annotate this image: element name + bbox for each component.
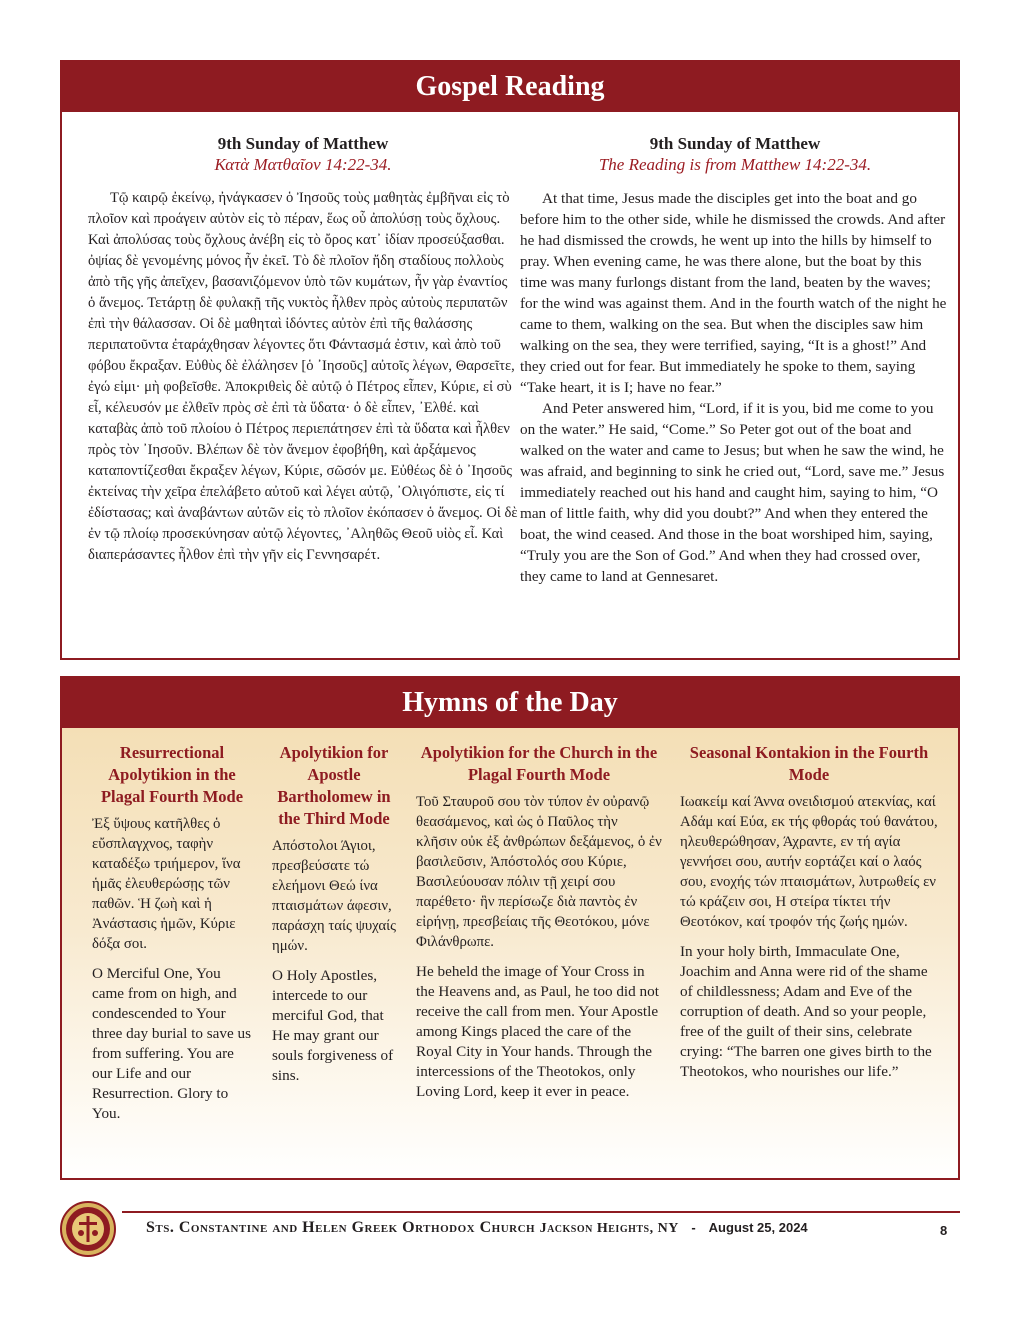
hymn-greek-text: Ἐξ ὕψους κατῆλθες ὁ εὔσπλαγχνος, ταφὴν καταδέξω τριήμερον, ἵνα ἡμᾶς ἐλευθερώσῃς τῶν παθῶν. Ἡ ζωὴ καὶ ἡ Ἀνάστασις ἡμῶν, Κύριε δόξα σοι. xyxy=(92,816,241,952)
hymn-column-bartholomew xyxy=(272,742,396,1086)
church-seal-icon xyxy=(60,1201,116,1257)
footer-date: August 25, 2024 xyxy=(708,1220,808,1235)
hymn-title: Apolytikion for the Church in the Plagal Fourth Mode xyxy=(420,743,658,784)
hymn-english-text: O Merciful One, You came from on high, and condescended to Your three day burial to save us from suffering. You are our Life and our Resurrection. Glory to You. xyxy=(92,965,251,1122)
hymns-body xyxy=(62,728,958,1178)
gospel-english-paragraph-1: At that time, Jesus made the disciples get into the boat and go before him to the other side, while he dismissed the crowds. And after he had dismissed the crowds, he went up into the hills by himself to pray. When evening came, he was there alone, but the boat by this time was many furlongs distant from the land, beaten by the waves; for the wind was against them. And in the fourth watch of the night he came to them, walking on the sea. But when the disciples saw him walking on the sea, they were terrified, saying, “It is a ghost!” And they cried out for fear. But immediately he spoke to them, saying “Take heart, it is I; have no fear.” xyxy=(520,190,947,396)
hymn-title: Resurrectional Apolytikion in the Plagal Fourth Mode xyxy=(100,743,244,806)
gospel-english-paragraph-2: And Peter answered him, “Lord, if it is you, bid me come to you on the water.” He said, “Come.” So Peter got out of the boat and walked on the water and came to Jesus; but when he saw the wind, he was afraid, and beginning to sink he cried out, “Lord, save me.” Jesus immediately reached out his hand and caught him, saying to him, “O man of little faith, why did you doubt?” And when they entered the boat, the wind ceased. And those in the boat worshiped him, saying, “Truly you are the Son of God.” And when they had crossed over, they came to land at Gennesaret. xyxy=(520,400,945,585)
gospel-english-heading: 9th Sunday of Matthew xyxy=(649,134,821,153)
gospel-greek-heading: 9th Sunday of Matthew xyxy=(217,134,389,153)
hymn-greek-text: Ιωακείμ καί Άννα ονειδισμού ατεκνίας, καί Αδάμ καί Εύα, εκ τής φθοράς τού θανάτου, ηλευθερώθησαν, Άχραντε, εν τή αγία γεννήσει σου, αυτήν εορτάζει καί ο λαός σου, ενοχής τών πταισμάτων, λυτρωθείς εν τώ κράζειν σοι, Η στείρα τίκτει τήν Θεοτόκον, καί τροφόν τής ζωής ημών. xyxy=(680,794,938,930)
footer-separator: - xyxy=(691,1220,697,1235)
footer-location: Jackson Heights, NY xyxy=(539,1221,679,1236)
gospel-greek-text xyxy=(88,188,518,566)
gospel-greek-reference: Κατὰ Ματθαῖον 14:22-34. xyxy=(214,155,392,174)
hymn-column-resurrectional xyxy=(92,742,252,1124)
hymn-column-church xyxy=(416,742,662,1102)
hymn-english-text: In your holy birth, Immaculate One, Joachim and Anna were rid of the shame of childlessness; Adam and Eve of the corruption of death. And so your people, free of the guilt of their sins, celebrate crying: “The barren one gives birth to the Theotokos, who nourishes our life.” xyxy=(680,943,932,1080)
gospel-greek-column xyxy=(88,134,518,566)
hymn-english-text: O Holy Apostles, intercede to our merciful God, that He may grant our souls forgiveness of sins. xyxy=(272,967,394,1084)
gospel-english-column xyxy=(520,134,950,587)
footer-church-name: Sts. Constantine and Helen Greek Orthodox Church xyxy=(146,1219,536,1236)
footer-divider xyxy=(122,1211,960,1213)
gospel-english-reference: The Reading is from Matthew 14:22-34. xyxy=(598,155,872,174)
hymn-column-kontakion xyxy=(680,742,938,1082)
gospel-reading-title: Gospel Reading xyxy=(62,62,958,112)
gospel-english-text xyxy=(520,188,950,587)
hymns-section xyxy=(60,676,960,1180)
footer-church-info xyxy=(146,1219,808,1237)
gospel-greek-paragraph: Τῷ καιρῷ ἐκείνῳ, ἠνάγκασεν ὁ Ἰησοῦς τοὺς μαθητὰς ἐμβῆναι εἰς τὸ πλοῖον καὶ προάγειν αὐτὸν εἰς τὸ πέραν, ἕως οὗ ἀπολύσῃ τοὺς ὄχλους. Καὶ ἀπολύσας τοὺς ὄχλους ἀνέβη εἰς τὸ ὄρος κατ᾽ ἰδίαν προσεύξασθαι. ὀψίας δὲ γενομένης μόνος ἦν ἐκεῖ. Τὸ δὲ πλοῖον ἤδη σταδίους πολλοὺς ἀπὸ τῆς γῆς ἀπεῖχεν, βασανιζόμενον ὑπὸ τῶν κυμάτων, ἦν γὰρ ἐναντίος ὁ ἄνεμος. Τετάρτῃ δὲ φυλακῇ τῆς νυκτὸς ἦλθεν πρὸς αὐτοὺς περιπατῶν ἐπὶ τὴν θάλασσαν. Οἱ δὲ μαθηταὶ ἰδόντες αὐτὸν ἐπὶ τῆς θαλάσσης περιπατοῦντα ἐταράχθησαν λέγοντες ὅτι Φάντασμά ἐστιν, καὶ ἀπὸ τοῦ φόβου ἔκραξαν. Εὐθὺς δὲ ἐλάλησεν [ὁ ᾿Ιησοῦς] αὐτοῖς λέγων, Θαρσεῖτε, ἐγώ εἰμι· μὴ φοβεῖσθε. Ἀποκριθεὶς δὲ αὐτῷ ὁ Πέτρος εἶπεν, Κύριε, εἰ σὺ εἶ, κέλευσόν με ἐλθεῖν πρὸς σὲ ἐπὶ τὰ ὕδατα· ὁ δὲ εἶπεν, ᾿Ελθέ. καὶ καταβὰς ἀπὸ τοῦ πλοίου ὁ Πέτρος περιεπάτησεν ἐπὶ τὰ ὕδατα καὶ ἦλθεν πρὸς τὸν ᾿Ιησοῦν. Βλέπων δὲ τὸν ἄνεμον ἐφοβήθη, καὶ ἀρξάμενος καταποντίζεσθαι ἔκραξεν λέγων, Κύριε, σῶσόν με. Εὐθέως δὲ ὁ ᾿Ιησοῦς ἐκτείνας τὴν χεῖρα ἐπελάβετο αὐτοῦ καὶ λέγει αὐτῷ, ᾿Ολιγόπιστε, εἰς τί ἐδίστασας; καὶ ἀναβάντων αὐτῶν εἰς τὸ πλοῖον ἐκόπασεν ὁ ἄνεμος. Οἱ δὲ ἐν τῷ πλοίῳ προσεκύνησαν αὐτῷ λέγοντες, ᾿Αληθῶς Θεοῦ υἱὸς εἶ. Καὶ διαπεράσαντες ἦλθον ἐπὶ τὴν γῆν εἰς Γεννησαρέτ. xyxy=(88,190,518,563)
hymn-greek-text: Τοῦ Σταυροῦ σου τὸν τύπον ἐν οὐρανῷ θεασάμενος, καὶ ὡς ὁ Παῦλος τὴν κλῆσιν οὐκ ἐξ ἀνθρώπων δεξάμενος, ὁ ἐν βασιλεῦσιν, Ἀπόστολός σου Κύριε, Βασιλεύουσαν πόλιν τῇ χειρί σου παρέθετο· ἣν περίσωζε διὰ παντὸς ἐν εἰρήνῃ, πρεσβείαις τῆς Θεοτόκου, μόνε Φιλάνθρωπε. xyxy=(416,794,662,950)
hymn-title: Seasonal Kontakion in the Fourth Mode xyxy=(689,743,929,784)
page-number: 8 xyxy=(940,1223,948,1238)
hymn-title: Apolytikion for Apostle Bartholomew in the Third Mode xyxy=(277,743,391,828)
hymn-english-text: He beheld the image of Your Cross in the Heavens and, as Paul, he too did not receive the call from men. Your Apostle among Kings placed the care of the Royal City in Your hands. Through the intercessions of the Theotokos, only Loving Lord, keep it ever in peace. xyxy=(416,963,659,1100)
gospel-reading-section xyxy=(60,60,960,660)
hymn-greek-text: Απόστολοι Άγιοι, πρεσβεύσατε τώ ελεήμονι Θεώ ίνα πταισμάτων άφεσιν, παράσχη ταίς ψυχαίς ημών. xyxy=(272,838,397,954)
hymns-title: Hymns of the Day xyxy=(62,678,958,728)
